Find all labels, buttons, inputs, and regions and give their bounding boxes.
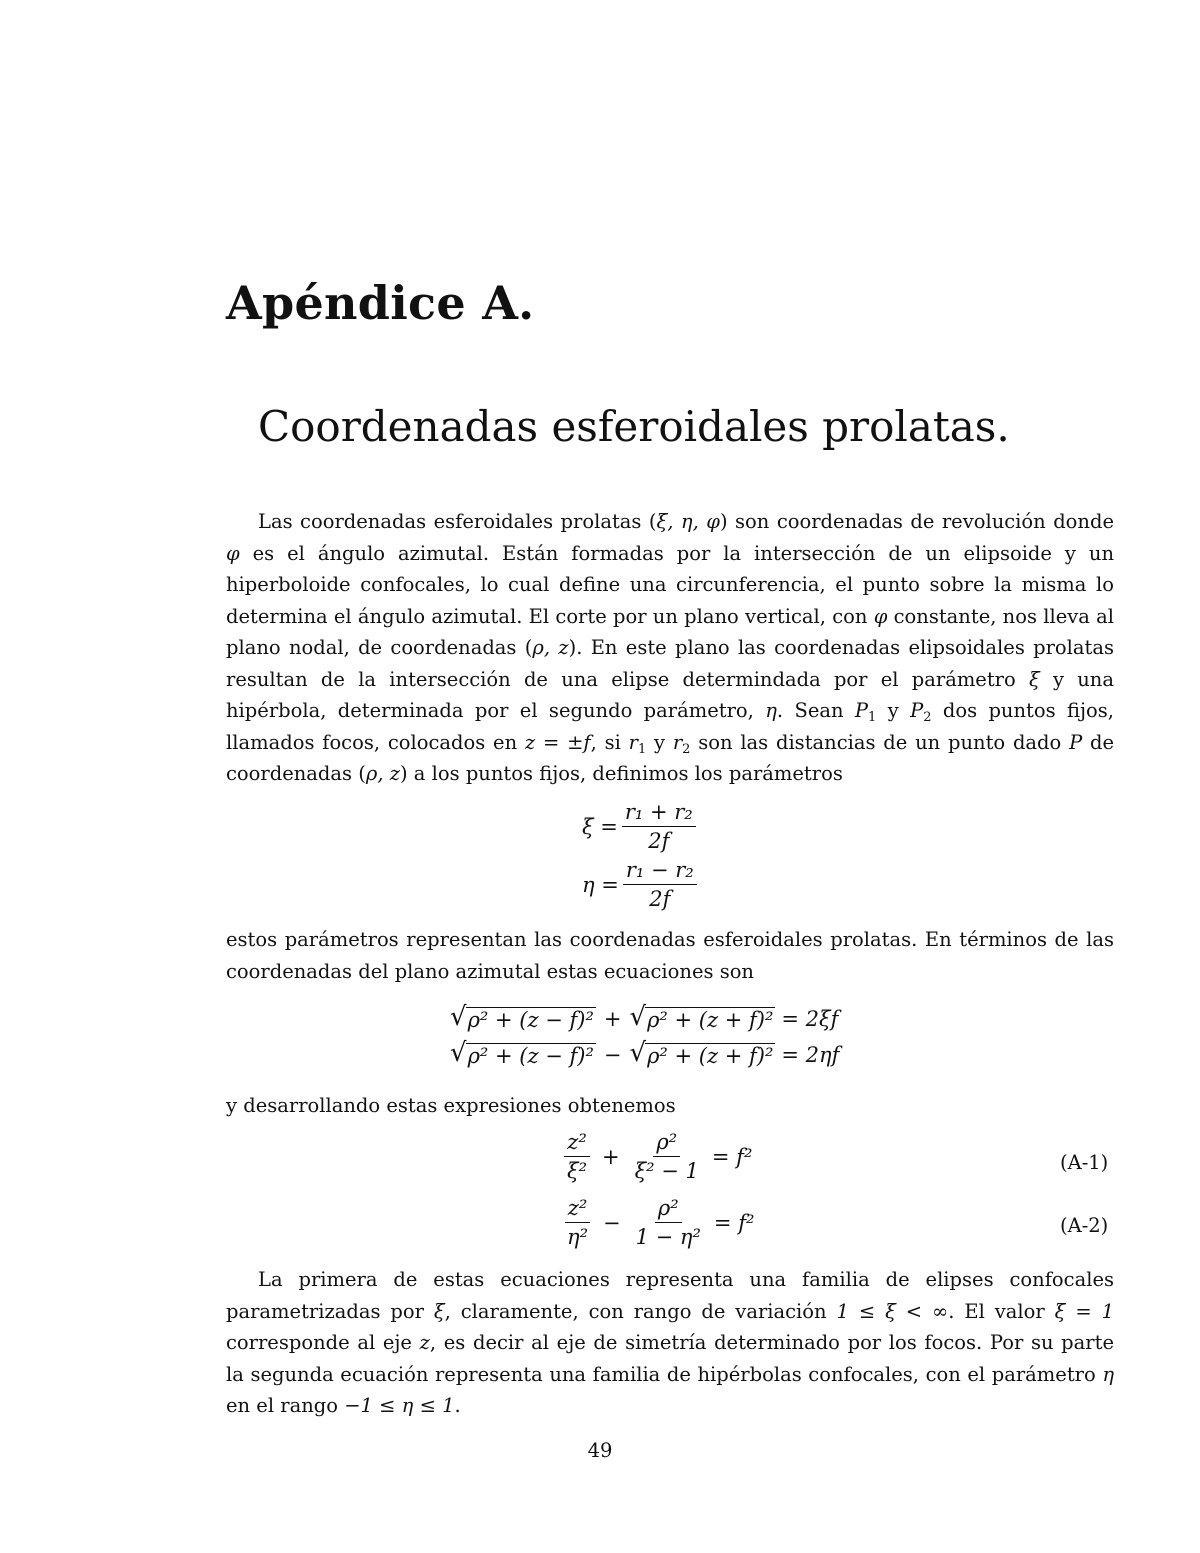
equation-sqrt-sum: √ ρ² + (z − f)² + √ ρ² + (z + f)² = 2ξf: [450, 1002, 839, 1032]
equation-a2: $\frac{\text{z²}}{\text{η²}}$ − $\frac{\text{ρ²}}{\text{1 − η²}}$ = f²: [560, 1196, 754, 1249]
paragraph-conclusion: La primera de estas ecuaciones representa una familia de elipses confocales parametrizadas por ξ, claramente, con rango de variación 1 ≤ ξ < ∞. El valor ξ = 1 corresponde al eje z, es decir al eje de simetría determinado por los focos. Por su parte la segunda ecuación representa una familia de hipérbolas confocales, con el parámetro η en el rango −1 ≤ η ≤ 1.: [226, 1268, 1114, 1417]
appendix-title: Apéndice A.: [226, 276, 535, 330]
page-number: 49: [587, 1439, 613, 1462]
equation-a1: $\frac{\text{z²}}{\text{ξ²}}$ + $\frac{\text{ρ²}}{\text{ξ² − 1}}$ = f²: [560, 1130, 752, 1183]
section-title: Coordenadas esferoidales prolatas.: [258, 402, 1010, 451]
equation-label-a2: (A-2): [1060, 1214, 1109, 1237]
paragraph-parameters: estos parámetros representan las coordenadas esferoidales prolatas. En términos de las coordenadas del plano azimutal estas ecuaciones son: [226, 928, 1114, 983]
equation-label-a1: (A-1): [1060, 1151, 1109, 1174]
paragraph-develop: y desarrollando estas expresiones obtenemos: [226, 1094, 676, 1117]
equation-def-xi: ξ = $\frac{\text{r₁ + r₂}}{2f}$: [582, 800, 700, 853]
equation-sqrt-diff: √ ρ² + (z − f)² − √ ρ² + (z + f)² = 2ηf: [450, 1038, 840, 1068]
paragraph-intro: Las coordenadas esferoidales prolatas (ξ, η, φ) son coordenadas de revolución donde φ es el ángulo azimutal. Están formadas por la intersección de un elipsoide y un hiperboloide confocales, lo cual define una circunferencia, el punto sobre la misma lo determina el ángulo azimutal. El corte por un plano vertical, con φ constante, nos lleva al plano nodal, de coordenadas (ρ, z). En este plano las coordenadas elipsoidales prolatas resultan de la intersección de una elipse determindada por el parámetro ξ y una hipérbola, determinada por el segundo parámetro, η. Sean $P_1$ y $P_2$ dos puntos fijos, llamados focos, colocados en z = ±f, si $r_1$ y $r_2$ son las distancias de un punto dado P de coordenadas (ρ, z) a los puntos fijos, definimos los parámetros: [226, 510, 1114, 785]
equation-def-eta: η = $\frac{\text{r₁ − r₂}}{2f}$: [582, 858, 701, 911]
